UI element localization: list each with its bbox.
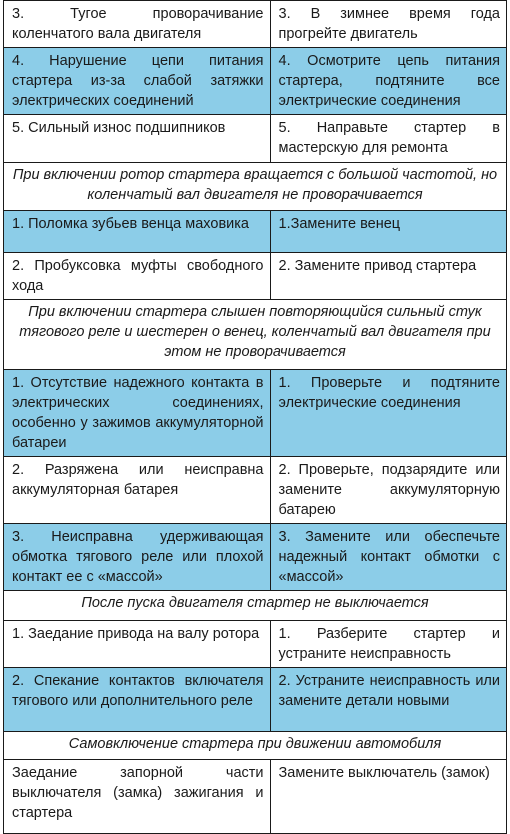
remedy-cell: 2. Замените привод стартера	[270, 253, 507, 300]
section-header: Самовключение стартера при движении автомобиля	[4, 732, 507, 760]
remedy-cell: 2. Проверьте, подзарядите или замените аккумуляторную батарею	[270, 457, 507, 524]
table-row	[4, 1, 507, 48]
section-header-row	[4, 591, 507, 621]
table-row	[4, 253, 507, 300]
troubleshooting-table	[3, 0, 507, 834]
table-row	[4, 48, 507, 115]
table-row	[4, 668, 507, 732]
remedy-cell: 4. Осмотрите цепь питания стартера, подтяните все электрические соединения	[270, 48, 507, 115]
cause-cell: 1. Поломка зубьев венца маховика	[4, 211, 271, 253]
section-header-row	[4, 163, 507, 211]
cause-cell: Заедание запорной части выключателя (замка) зажигания и стартера	[4, 760, 271, 834]
table-row	[4, 621, 507, 668]
table-row	[4, 115, 507, 163]
section-header-row	[4, 732, 507, 760]
remedy-cell: 1. Разберите стартер и устраните неисправность	[270, 621, 507, 668]
cause-cell: 2. Спекание контактов включателя тягового или дополнительного реле	[4, 668, 271, 732]
cause-cell: 3. Тугое проворачивание коленчатого вала двигателя	[4, 1, 271, 48]
remedy-cell: 1.Замените венец	[270, 211, 507, 253]
remedy-cell: 1. Проверьте и подтяните электрические соединения	[270, 370, 507, 457]
table-row	[4, 370, 507, 457]
section-header: При включении стартера слышен повторяющийся сильный стук тягового реле и шестерен о венец, коленчатый вал двигателя при этом не проворачивается	[4, 300, 507, 370]
cause-cell: 1. Отсутствие надежного контакта в электрических соединениях, особенно у зажимов аккумуляторной батареи	[4, 370, 271, 457]
section-header: После пуска двигателя стартер не выключается	[4, 591, 507, 621]
remedy-cell: Замените выключатель (замок)	[270, 760, 507, 834]
remedy-cell: 2. Устраните неисправность или замените детали новыми	[270, 668, 507, 732]
cause-cell: 5. Сильный износ подшипников	[4, 115, 271, 163]
remedy-cell: 3. В зимнее время года прогрейте двигатель	[270, 1, 507, 48]
table-row	[4, 524, 507, 591]
section-header-row	[4, 300, 507, 370]
table-row	[4, 457, 507, 524]
table-row	[4, 211, 507, 253]
remedy-cell: 5. Направьте стартер в мастерскую для ремонта	[270, 115, 507, 163]
cause-cell: 4. Нарушение цепи питания стартера из-за слабой затяжки электрических соединений	[4, 48, 271, 115]
cause-cell: 1. Заедание привода на валу ротора	[4, 621, 271, 668]
cause-cell: 3. Неисправна удерживающая обмотка тягового реле или плохой контакт ее с «массой»	[4, 524, 271, 591]
remedy-cell: 3. Замените или обеспечьте надежный контакт обмотки с «массой»	[270, 524, 507, 591]
cause-cell: 2. Разряжена или неисправна аккумуляторная батарея	[4, 457, 271, 524]
cause-cell: 2. Пробуксовка муфты свободного хода	[4, 253, 271, 300]
section-header: При включении ротор стартера вращается с большой частотой, но коленчатый вал двигателя не проворачивается	[4, 163, 507, 211]
table-row	[4, 760, 507, 834]
